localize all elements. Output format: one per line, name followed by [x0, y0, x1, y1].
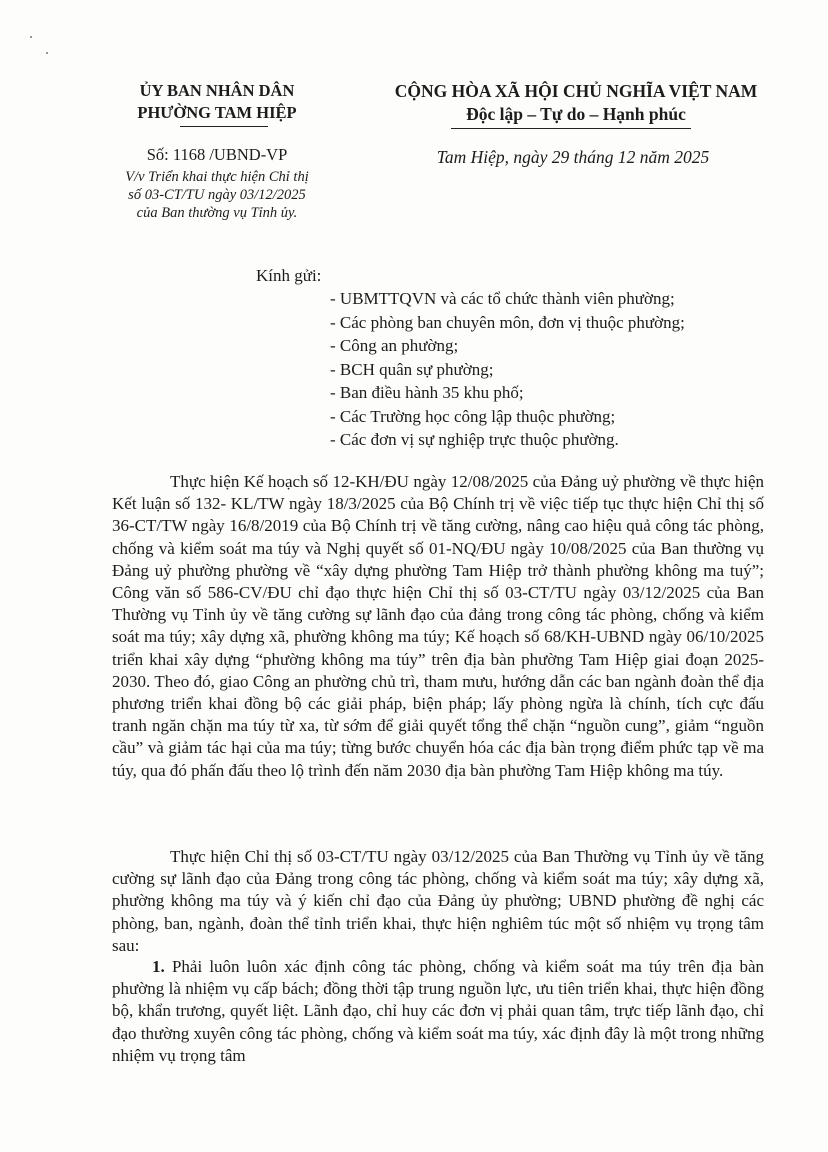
body-paragraph-1: Thực hiện Kế hoạch số 12-KH/ĐU ngày 12/08/2025 của Đảng uỷ phường về thực hiện Kết luận số 132- KL/TW ngày 18/3/2025 của Bộ Chính trị về việc tiếp tục thực hiện Chỉ thị số 36-CT/TW ngày 16/8/2019 của Bộ Chính trị về tăng cường, nâng cao hiệu quả công tác phòng, chống và kiểm soát ma túy và Nghị quyết số 01-NQ/ĐU ngày 10/08/2025 của Ban thường vụ Đảng uỷ phường phường về “xây dựng phường Tam Hiệp trở thành phường không ma tuý”; Công văn số 586-CV/ĐU chỉ đạo thực hiện Chỉ thị số 03-CT/TU ngày 03/12/2025 của Ban Thường vụ Tỉnh ủy về tăng cường sự lãnh đạo của đảng trong công tác phòng, chống và kiểm soát ma túy; xây dựng xã, phường không ma túy; Kế hoạch số 68/KH-UBND ngày 06/10/2025 triển khai xây dựng “phường không ma túy” trên địa bàn phường Tam Hiệp giai đoạn 2025-2030. Theo đó, giao Công an phường chủ trì, tham mưu, hướng dẫn các ban ngành đoàn thể địa phương triển khai đồng bộ các giải pháp, biện pháp; lấy phòng ngừa là chính, tích cực đấu tranh ngăn chặn ma túy từ xa, từ sớm để giải quyết tổng thể chặn “nguồn cung”, giảm “nguồn cầu” và giảm tác hại của ma túy; từng bước chuyển hóa các địa bàn trọng điểm phức tạp về ma túy, qua đó phấn đấu theo lộ trình đến năm 2030 địa bàn phường Tam Hiệp không ma túy. — [112, 472, 764, 780]
motto-underline — [451, 128, 691, 129]
recipient-item: - Ban điều hành 35 khu phố; — [330, 383, 524, 402]
subject-line-2: số 03-CT/TU ngày 03/12/2025 — [128, 187, 306, 203]
nation-title: CỘNG HÒA XÃ HỘI CHỦ NGHĨA VIỆT NAM — [394, 81, 758, 101]
recipient-item: - BCH quân sự phường; — [330, 359, 494, 379]
subject-block — [110, 168, 324, 222]
subject-line-1: V/v Triển khai thực hiện Chỉ thị — [125, 169, 309, 185]
recipient-item: - Công an phường; — [330, 336, 459, 355]
place-date: Tam Hiệp, ngày 29 tháng 12 năm 2025 — [436, 147, 710, 167]
agency-underline — [180, 126, 268, 127]
recipient-item: - Các phòng ban chuyên môn, đơn vị thuộc phường; — [330, 312, 685, 332]
item-text: Phải luôn luôn xác định công tác phòng, chống và kiểm soát ma túy trên địa bàn phường là nhiệm vụ cấp bách; đồng thời tập trung nguồn lực, ưu tiên triển khai, thực hiện đồng bộ, khẩn trương, quyết liệt. Lãnh đạo, chỉ huy các đơn vị phải quan tâm, trực tiếp lãnh đạo, chỉ đạo thường xuyên công tác phòng, chống và kiểm soát ma túy, xác định đây là một trong những nhiệm vụ trọng tâm — [112, 957, 765, 1065]
subject-line-3: của Ban thường vụ Tỉnh ủy. — [136, 205, 298, 221]
body-paragraph-2: Thực hiện Chỉ thị số 03-CT/TU ngày 03/12/2025 của Ban Thường vụ Tỉnh ủy về tăng cường sự lãnh đạo của Đảng trong công tác phòng, chống và kiểm soát ma túy; xây dựng xã, phường không ma túy và ý kiến chỉ đạo của Đảng ủy phường; UBND phường đề nghị các phòng, ban, ngành, đoàn thể tỉnh triển khai, thực hiện nghiêm túc một số nhiệm vụ trọng tâm sau: — [112, 847, 764, 955]
recipient-item: - UBMTTQVN và các tổ chức thành viên phường; — [330, 289, 675, 308]
recipient-item: - Các đơn vị sự nghiệp trực thuộc phường. — [330, 430, 619, 449]
agency-line-2: PHƯỜNG TAM HIỆP — [137, 103, 297, 122]
recipient-item: - Các Trường học công lập thuộc phường; — [330, 406, 616, 426]
scan-speck — [46, 52, 48, 54]
recipients-label: Kính gửi: — [256, 266, 322, 285]
agency-line-1: ỦY BAN NHÂN DÂN — [139, 81, 295, 100]
item-number: 1. — [152, 957, 165, 976]
agency-block — [112, 80, 322, 124]
recipients-list — [330, 287, 770, 452]
scan-speck — [30, 36, 32, 38]
doc-number: Số: 1168 /UBND-VP — [146, 145, 288, 164]
body-item-1 — [112, 956, 764, 1067]
nation-block — [380, 80, 772, 126]
motto: Độc lập – Tự do – Hạnh phúc — [466, 104, 686, 124]
